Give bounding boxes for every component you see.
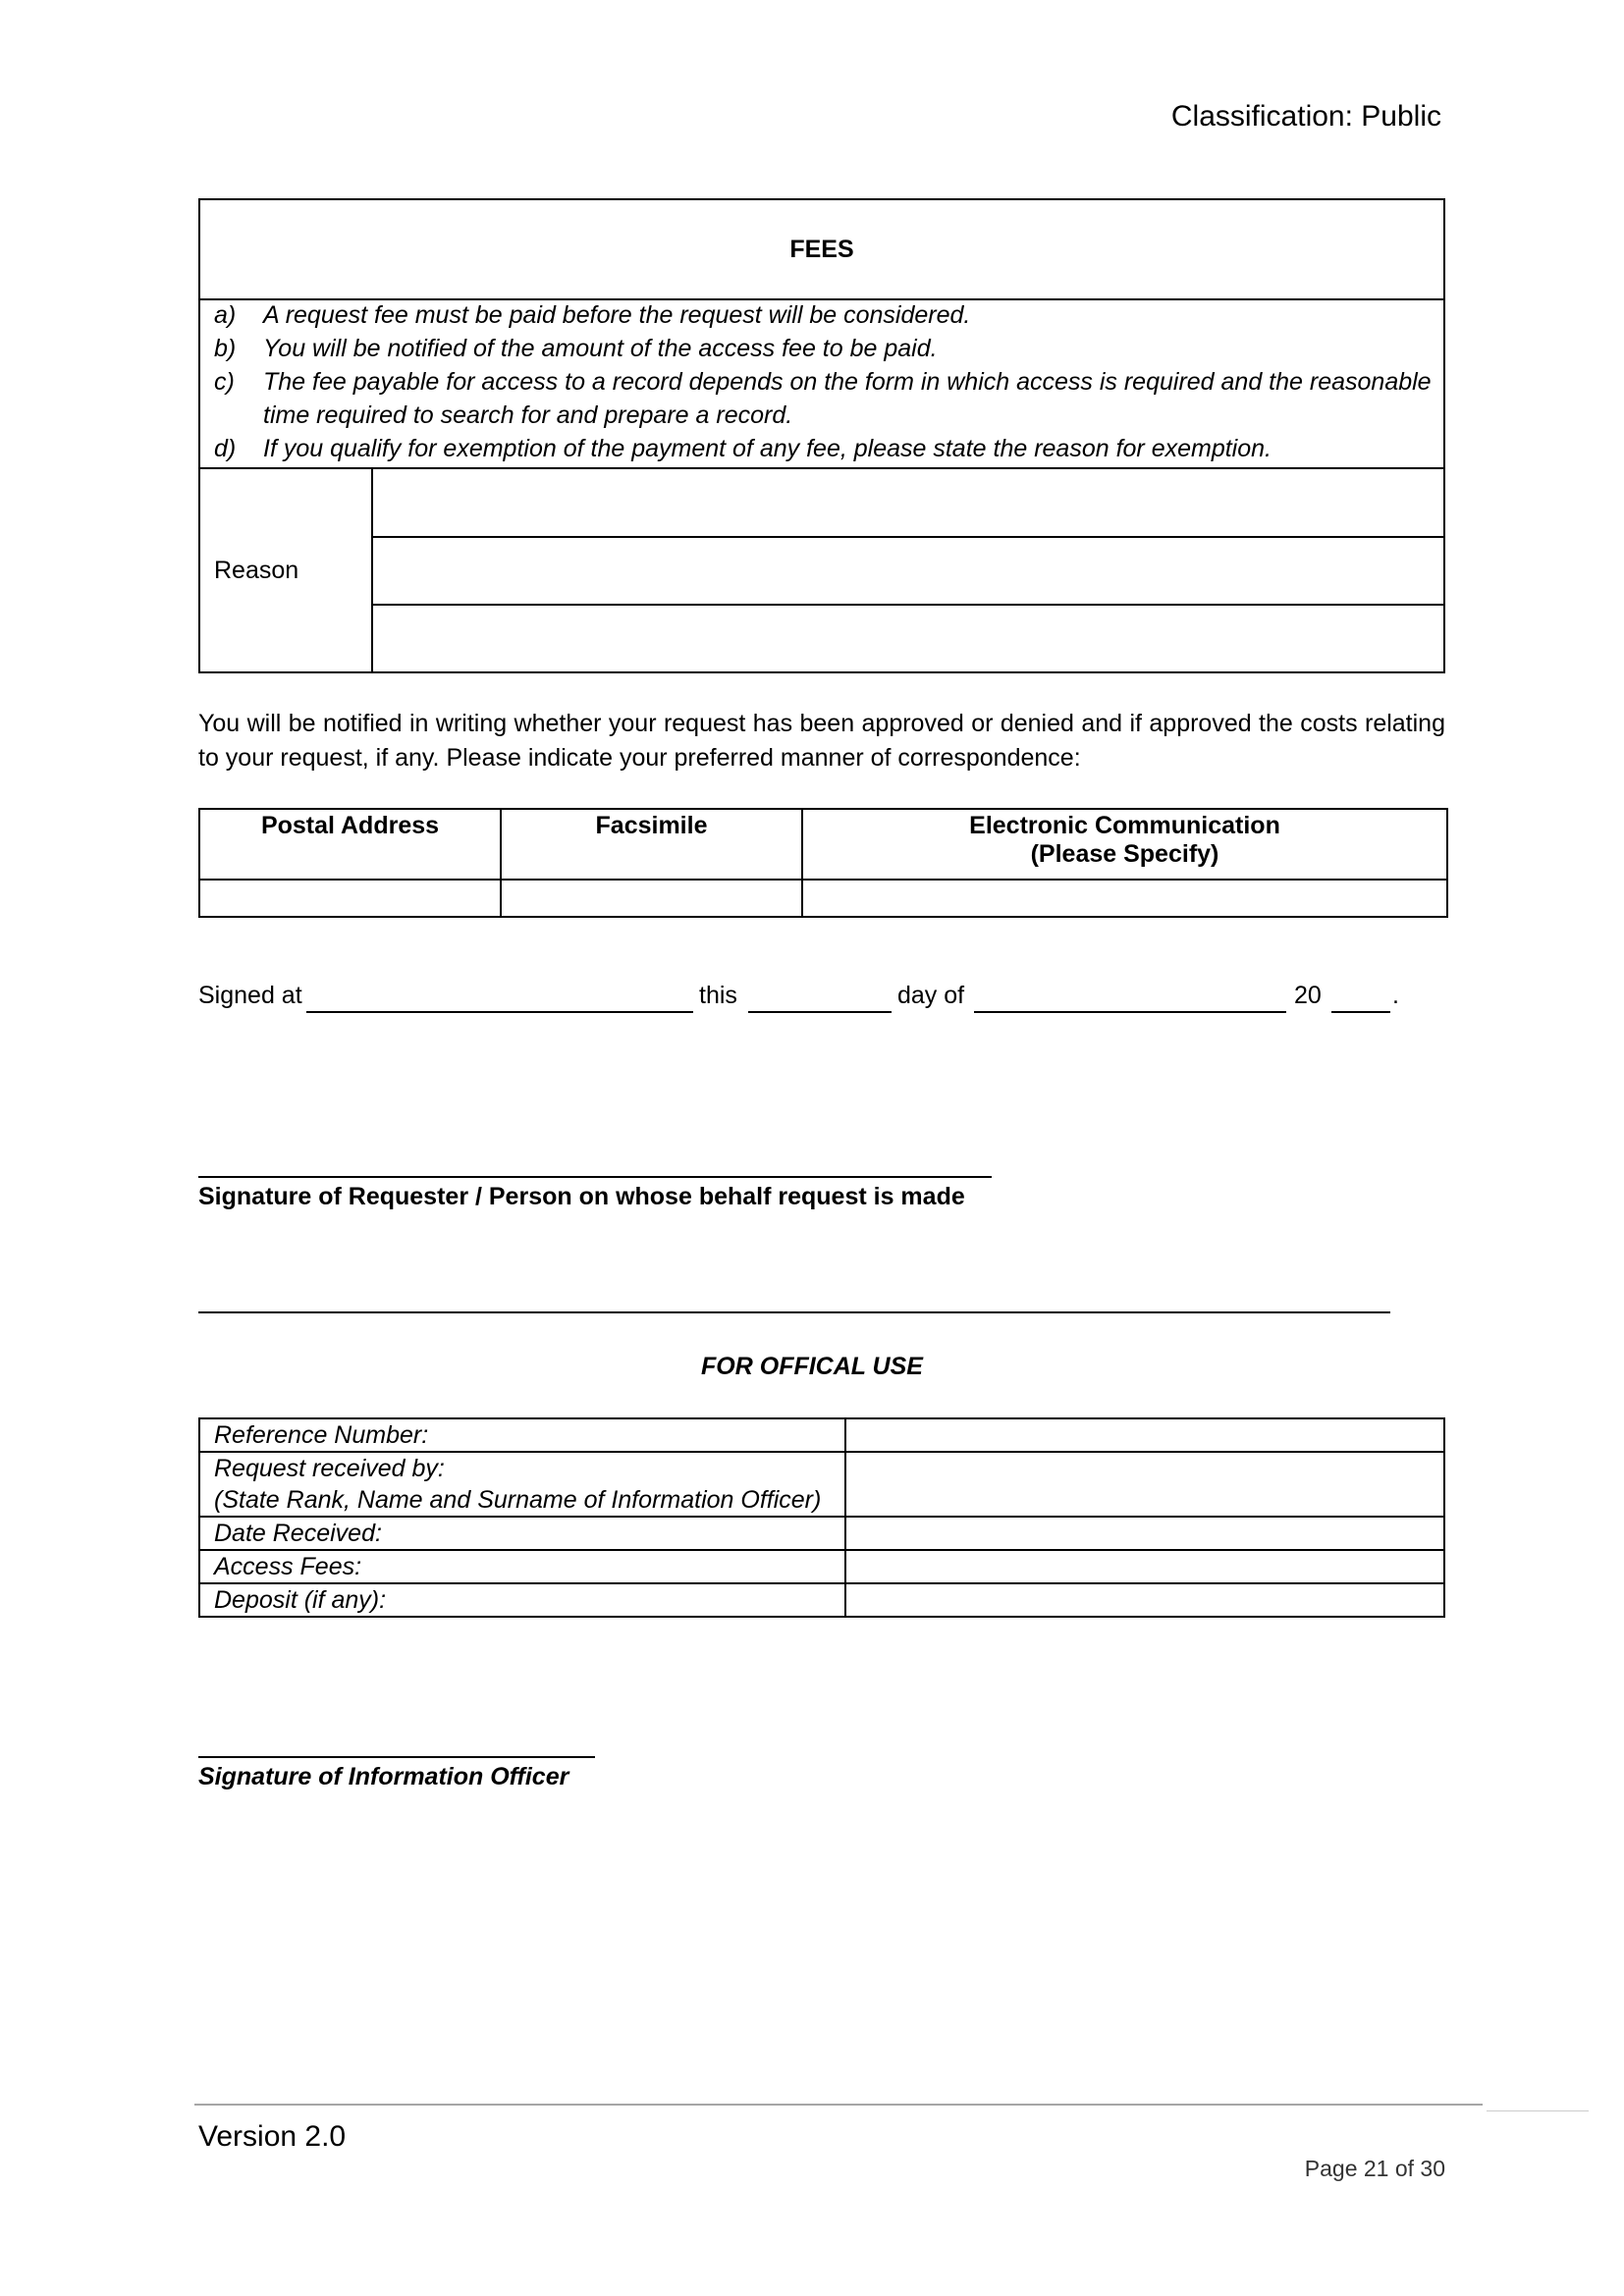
fee-item-mark: c) — [214, 368, 235, 396]
requester-signature-line[interactable] — [198, 1176, 992, 1178]
this-label: this — [699, 982, 737, 1009]
reference-number-field[interactable] — [845, 1418, 1444, 1452]
electronic-header-line1: Electronic Communication — [969, 812, 1280, 839]
deposit-label: Deposit (if any): — [199, 1583, 845, 1617]
table-row — [199, 1517, 1444, 1550]
officer-signature-label: Signature of Information Officer — [198, 1763, 569, 1790]
table-row — [199, 1550, 1444, 1583]
footer-rule — [194, 2104, 1483, 2106]
day-of-label: day of — [897, 982, 965, 1009]
footer-rule-right — [1487, 2110, 1589, 2111]
period-mark: . — [1392, 982, 1399, 1009]
signed-at-place-field[interactable] — [306, 1011, 693, 1013]
fee-item-mark: d) — [214, 435, 237, 462]
reference-number-label: Reference Number: — [199, 1418, 845, 1452]
electronic-communication-header — [802, 809, 1447, 880]
requester-signature-label: Signature of Requester / Person on whose behalf request is made — [198, 1183, 965, 1210]
table-row — [199, 1583, 1444, 1617]
page-number: Page 21 of 30 — [1304, 2156, 1445, 2181]
access-fees-field[interactable] — [845, 1550, 1444, 1583]
deposit-field[interactable] — [845, 1583, 1444, 1617]
signed-at-row — [198, 982, 1445, 1017]
fees-title: FEES — [200, 200, 1443, 300]
reason-area — [200, 467, 1443, 671]
facsimile-header: Facsimile — [501, 809, 802, 880]
version-label: Version 2.0 — [198, 2120, 347, 2153]
classification-label: Classification: Public — [1170, 100, 1441, 133]
reason-label: Reason — [200, 469, 373, 671]
request-received-by-field[interactable] — [845, 1452, 1444, 1517]
electronic-header-line2: (Please Specify) — [1030, 840, 1219, 868]
official-use-title: FOR OFFICAL USE — [701, 1353, 923, 1380]
reason-line-1[interactable] — [373, 469, 1443, 538]
fees-section — [198, 198, 1445, 673]
fee-item-text: You will be notified of the amount of the access fee to be paid. — [263, 335, 938, 362]
section-divider — [198, 1311, 1390, 1313]
fee-item-mark: b) — [214, 335, 237, 362]
reason-line-3[interactable] — [373, 605, 1443, 671]
access-fees-label: Access Fees: — [199, 1550, 845, 1583]
table-row — [199, 1418, 1444, 1452]
table-row — [199, 1452, 1444, 1517]
year-field[interactable] — [1331, 1011, 1390, 1013]
reason-line-2[interactable] — [373, 537, 1443, 606]
day-field[interactable] — [748, 1011, 892, 1013]
postal-address-field[interactable] — [199, 880, 501, 917]
postal-address-header: Postal Address — [199, 809, 501, 880]
official-use-table — [198, 1417, 1445, 1618]
correspondence-table — [198, 808, 1448, 918]
facsimile-field[interactable] — [501, 880, 802, 917]
century-label: 20 — [1294, 982, 1322, 1009]
fee-item-text: A request fee must be paid before the request will be considered. — [263, 301, 971, 329]
fee-item-mark: a) — [214, 301, 237, 329]
fee-item-text: If you qualify for exemption of the payment of any fee, please state the reason for exemption. — [263, 435, 1272, 462]
date-received-field[interactable] — [845, 1517, 1444, 1550]
month-field[interactable] — [974, 1011, 1286, 1013]
signed-at-label: Signed at — [198, 982, 302, 1009]
officer-signature-line[interactable] — [198, 1756, 595, 1758]
electronic-communication-field[interactable] — [802, 880, 1447, 917]
notice-text: You will be notified in writing whether your request has been approved or denied and if approved the costs relating to your request, if any. Please indicate your preferred manner of correspondence: — [198, 710, 1445, 772]
fee-item-text: The fee payable for access to a record depends on the form in which access is required and the reasonable time required to search for and prepare a record. — [263, 368, 1432, 429]
request-received-by-label: Request received by: (State Rank, Name and Surname of Information Officer) — [199, 1452, 845, 1517]
date-received-label: Date Received: — [199, 1517, 845, 1550]
